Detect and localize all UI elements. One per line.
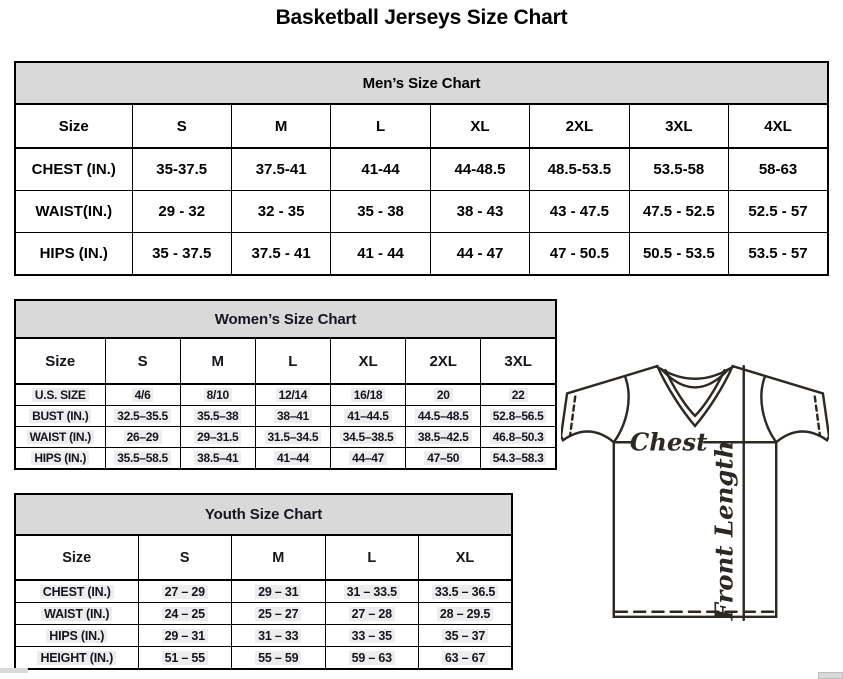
value-text: 46.8–50.3 — [490, 430, 547, 444]
value-text: 29 – 31 — [255, 585, 301, 599]
page-title: Basketball Jerseys Size Chart — [275, 6, 568, 29]
value-text: 51 – 55 — [162, 651, 208, 665]
value-cell — [481, 384, 556, 406]
youth-size-m: M — [232, 535, 326, 580]
womens-size-table — [14, 299, 557, 470]
value-cell — [138, 647, 232, 670]
mens-size-l: L — [331, 104, 430, 148]
value-text: 32.5–35.5 — [114, 409, 171, 423]
value-text: 31 – 33.5 — [344, 585, 400, 599]
chest-label: Chest — [629, 427, 708, 457]
value-cell — [255, 448, 330, 470]
row-label — [15, 603, 138, 625]
womens-size-s: S — [105, 338, 180, 384]
value-cell: 35 - 38 — [331, 191, 430, 233]
value-text: 8/10 — [204, 388, 232, 402]
value-cell — [255, 427, 330, 448]
collar-inner-v — [666, 370, 725, 416]
value-text: 38–41 — [274, 409, 312, 423]
value-cell — [180, 427, 255, 448]
value-text: 28 – 29.5 — [437, 607, 493, 621]
womens-hips-row — [15, 448, 556, 470]
row-label — [15, 625, 138, 647]
mens-size-header-row — [15, 104, 828, 148]
value-text: 47–50 — [424, 451, 462, 465]
value-cell — [481, 406, 556, 427]
value-text: 41–44.5 — [344, 409, 391, 423]
value-cell — [180, 448, 255, 470]
womens-table-title: Women’s Size Chart — [15, 300, 556, 338]
value-cell — [138, 603, 232, 625]
youth-size-table — [14, 493, 513, 670]
value-text: 31.5–34.5 — [265, 430, 322, 444]
value-cell — [419, 625, 513, 647]
value-cell — [325, 625, 419, 647]
value-cell: 47.5 - 52.5 — [629, 191, 728, 233]
value-cell — [232, 647, 326, 670]
value-cell — [138, 625, 232, 647]
value-cell — [419, 647, 513, 670]
value-cell — [330, 448, 405, 470]
value-text: 22 — [509, 388, 528, 402]
value-cell: 52.5 - 57 — [729, 191, 828, 233]
value-text: 35.5–38 — [194, 409, 241, 423]
value-cell: 50.5 - 53.5 — [629, 233, 728, 276]
value-text: 27 – 28 — [349, 607, 395, 621]
value-cell — [105, 448, 180, 470]
mens-size-s: S — [132, 104, 231, 148]
value-cell — [406, 448, 481, 470]
row-label — [15, 406, 105, 427]
womens-size-xl: XL — [330, 338, 405, 384]
mens-size-4xl: 4XL — [729, 104, 828, 148]
mens-waist-row — [15, 191, 828, 233]
value-cell — [180, 384, 255, 406]
mens-size-3xl: 3XL — [629, 104, 728, 148]
value-cell — [330, 427, 405, 448]
mens-size-m: M — [231, 104, 330, 148]
value-cell — [481, 448, 556, 470]
value-cell — [419, 603, 513, 625]
right-sleeve-seam — [761, 376, 776, 442]
value-cell: 48.5-53.5 — [530, 148, 629, 191]
value-text: 44.5–48.5 — [415, 409, 472, 423]
value-cell: 43 - 47.5 — [530, 191, 629, 233]
youth-size-header-row — [15, 535, 512, 580]
row-label-text: HIPS (IN.) — [31, 451, 89, 465]
value-text: 25 – 27 — [255, 607, 301, 621]
womens-us-size-row — [15, 384, 556, 406]
youth-hips-row — [15, 625, 512, 647]
mens-table-title: Men’s Size Chart — [15, 62, 828, 104]
value-cell — [105, 427, 180, 448]
mens-table-titlebar — [15, 62, 828, 104]
value-text: 55 – 59 — [255, 651, 301, 665]
row-label — [15, 580, 138, 603]
row-label — [15, 647, 138, 670]
value-cell — [325, 647, 419, 670]
mens-size-label: Size — [15, 104, 132, 148]
row-label-text: WAIST (IN.) — [41, 607, 112, 621]
row-label — [15, 427, 105, 448]
value-cell — [232, 625, 326, 647]
value-cell: 37.5-41 — [231, 148, 330, 191]
value-cell — [406, 384, 481, 406]
value-text: 44–47 — [349, 451, 387, 465]
mens-chest-row — [15, 148, 828, 191]
value-cell — [325, 580, 419, 603]
value-text: 20 — [434, 388, 453, 402]
value-text: 29 – 31 — [162, 629, 208, 643]
value-text: 52.8–56.5 — [490, 409, 547, 423]
value-text: 27 – 29 — [162, 585, 208, 599]
left-sleeve-seam — [614, 376, 629, 442]
youth-table-title: Youth Size Chart — [15, 494, 512, 535]
womens-size-label: Size — [15, 338, 105, 384]
row-label: WAIST(IN.) — [15, 191, 132, 233]
womens-size-header-row — [15, 338, 556, 384]
scrollbar-artifact-right — [818, 672, 843, 679]
value-text: 38.5–41 — [194, 451, 241, 465]
value-cell: 44 - 47 — [430, 233, 529, 276]
value-text: 33 – 35 — [349, 629, 395, 643]
value-text: 63 – 67 — [442, 651, 488, 665]
youth-waist-row — [15, 603, 512, 625]
value-text: 4/6 — [132, 388, 154, 402]
value-cell — [419, 580, 513, 603]
value-text: 29–31.5 — [194, 430, 241, 444]
value-cell: 53.5 - 57 — [729, 233, 828, 276]
row-label-text: WAIST (IN.) — [27, 430, 94, 444]
value-cell — [180, 406, 255, 427]
row-label-text: BUST (IN.) — [29, 409, 91, 423]
youth-height-row — [15, 647, 512, 670]
value-text: 35.5–58.5 — [114, 451, 171, 465]
value-cell: 35 - 37.5 — [132, 233, 231, 276]
value-cell — [138, 580, 232, 603]
value-text: 24 – 25 — [162, 607, 208, 621]
value-text: 16/18 — [351, 388, 386, 402]
youth-size-l: L — [325, 535, 419, 580]
value-cell: 41-44 — [331, 148, 430, 191]
value-text: 59 – 63 — [349, 651, 395, 665]
value-cell: 32 - 35 — [231, 191, 330, 233]
jersey-outline — [561, 366, 829, 617]
womens-table-titlebar — [15, 300, 556, 338]
value-cell: 35-37.5 — [132, 148, 231, 191]
value-cell: 37.5 - 41 — [231, 233, 330, 276]
value-text: 38.5–42.5 — [415, 430, 472, 444]
value-text: 33.5 – 36.5 — [432, 585, 498, 599]
mens-size-table — [14, 61, 829, 276]
scrollbar-artifact-left — [0, 668, 28, 673]
value-cell: 53.5-58 — [629, 148, 728, 191]
value-cell — [330, 406, 405, 427]
womens-size-m: M — [180, 338, 255, 384]
mens-size-xl: XL — [430, 104, 529, 148]
left-cuff-dashed-line — [570, 397, 575, 436]
value-text: 12/14 — [276, 388, 311, 402]
value-cell — [232, 580, 326, 603]
womens-waist-row — [15, 427, 556, 448]
womens-size-l: L — [255, 338, 330, 384]
youth-size-xl: XL — [419, 535, 513, 580]
value-cell — [406, 427, 481, 448]
youth-size-label: Size — [15, 535, 138, 580]
row-label — [15, 448, 105, 470]
row-label — [15, 384, 105, 406]
row-label-text: HIPS (IN.) — [46, 629, 107, 643]
value-text: 34.5–38.5 — [340, 430, 397, 444]
value-text: 31 – 33 — [255, 629, 301, 643]
youth-size-s: S — [138, 535, 232, 580]
value-cell — [330, 384, 405, 406]
front-length-label: Front Length — [709, 440, 739, 621]
value-cell: 29 - 32 — [132, 191, 231, 233]
row-label-text: HEIGHT (IN.) — [37, 651, 116, 665]
value-cell: 38 - 43 — [430, 191, 529, 233]
row-label: HIPS (IN.) — [15, 233, 132, 276]
value-cell — [406, 406, 481, 427]
value-cell — [255, 384, 330, 406]
right-cuff-dashed-line — [815, 397, 820, 436]
value-cell: 44-48.5 — [430, 148, 529, 191]
value-cell — [105, 384, 180, 406]
value-cell: 47 - 50.5 — [530, 233, 629, 276]
mens-hips-row — [15, 233, 828, 276]
value-text: 41–44 — [274, 451, 312, 465]
womens-size-3xl: 3XL — [481, 338, 556, 384]
value-text: 26–29 — [124, 430, 162, 444]
mens-size-2xl: 2XL — [530, 104, 629, 148]
row-label-text: CHEST (IN.) — [40, 585, 114, 599]
value-cell — [232, 603, 326, 625]
womens-size-2xl: 2XL — [406, 338, 481, 384]
jersey-measurement-diagram — [561, 363, 829, 625]
youth-chest-row — [15, 580, 512, 603]
row-label: CHEST (IN.) — [15, 148, 132, 191]
womens-bust-row — [15, 406, 556, 427]
value-text: 54.3–58.3 — [490, 451, 547, 465]
value-cell — [325, 603, 419, 625]
value-cell — [105, 406, 180, 427]
value-cell: 58-63 — [729, 148, 828, 191]
youth-table-titlebar — [15, 494, 512, 535]
value-cell — [255, 406, 330, 427]
value-text: 35 – 37 — [442, 629, 488, 643]
value-cell — [481, 427, 556, 448]
value-cell: 41 - 44 — [331, 233, 430, 276]
row-label-text: U.S. SIZE — [32, 388, 89, 402]
